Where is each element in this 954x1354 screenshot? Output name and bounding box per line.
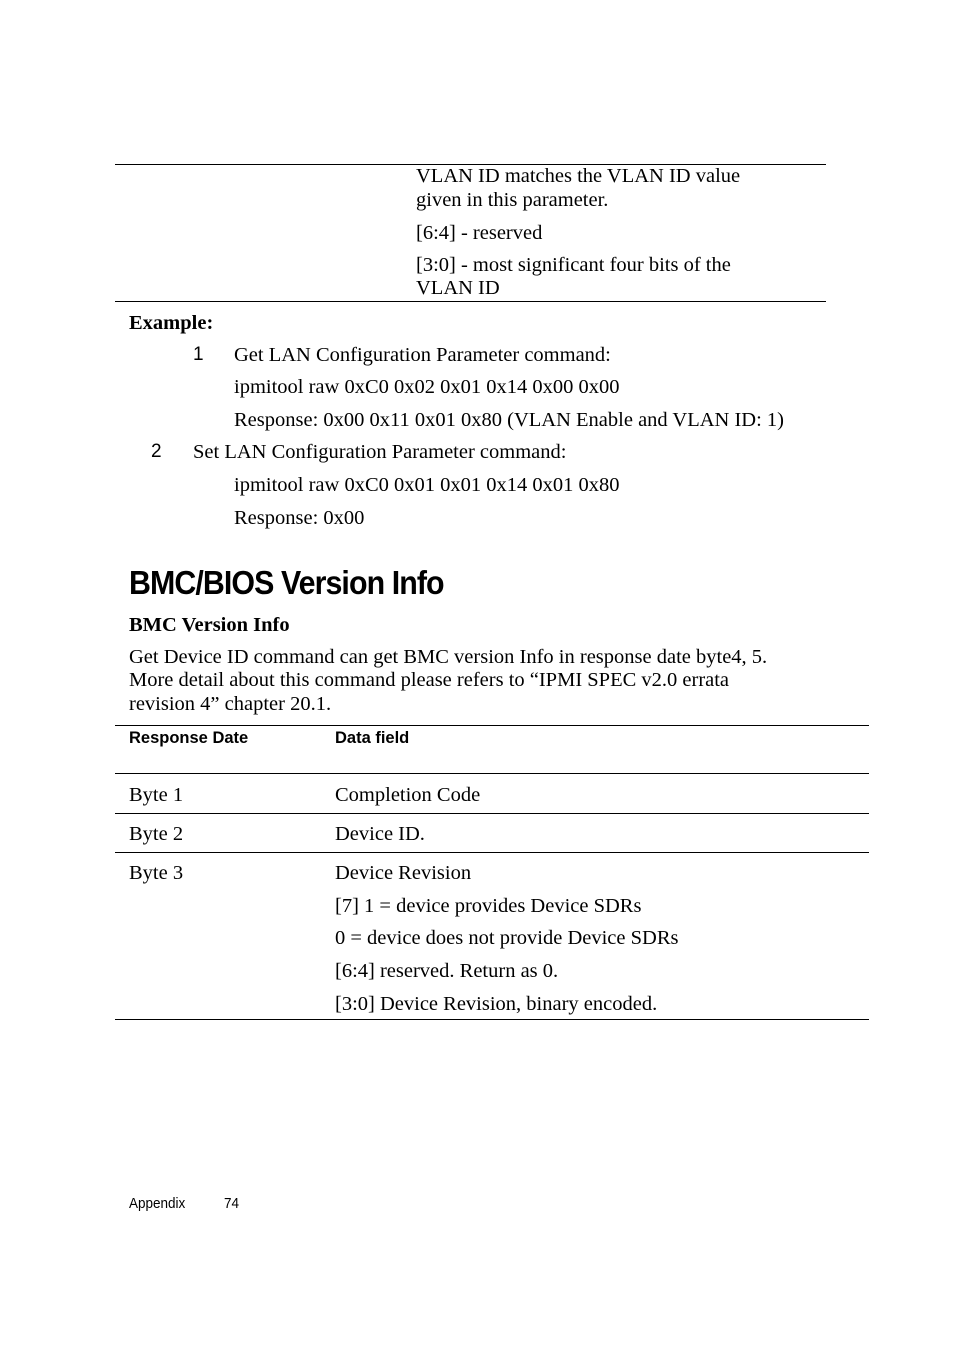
example-item-text: Set LAN Configuration Parameter command: [193,441,567,463]
row-data: Device Revision [335,862,472,884]
example-command: ipmitool raw 0xC0 0x02 0x01 0x14 0x00 0x00 [234,376,620,398]
top-table-line: given in this parameter. [416,189,609,211]
top-table-line: [3:0] - most significant four bits of the [416,254,731,276]
response-table-header-rule [115,773,869,774]
response-table-top-rule [115,725,869,726]
row-data: Device ID. [335,823,425,845]
response-table-bottom-rule [115,1019,869,1020]
table-header-response-date: Response Date [129,729,249,747]
top-table-bottom-rule [115,301,826,302]
row-data: [7] 1 = device provides Device SDRs [335,895,642,917]
row-data: [3:0] Device Revision, binary encoded. [335,993,658,1015]
example-label: Example: [129,312,214,334]
table-header-data-field: Data field [335,729,410,747]
row-data: Completion Code [335,784,481,806]
row-data: 0 = device does not provide Device SDRs [335,927,679,949]
example-response: Response: 0x00 0x11 0x01 0x80 (VLAN Enable and VLAN ID: 1) [234,409,785,431]
row-data: [6:4] reserved. Return as 0. [335,960,559,982]
row-byte: Byte 2 [129,823,184,845]
section-subheading: BMC Version Info [129,614,290,636]
example-item-text: Get LAN Configuration Parameter command: [234,344,611,366]
paragraph-line: revision 4” chapter 20.1. [129,693,332,715]
paragraph-line: More detail about this command please refers to “IPMI SPEC v2.0 errata [129,669,730,691]
footer-page-number: 74 [224,1195,240,1212]
row-byte: Byte 1 [129,784,184,806]
top-table-line: VLAN ID [416,277,500,299]
example-command: ipmitool raw 0xC0 0x01 0x01 0x14 0x01 0x80 [234,474,620,496]
section-heading: BMC/BIOS Version Info [129,564,444,601]
row-byte: Byte 3 [129,862,184,884]
top-table-line: VLAN ID matches the VLAN ID value [416,165,741,187]
row-divider [115,852,869,853]
footer-section: Appendix [129,1195,186,1212]
example-item-number: 1 [193,344,204,365]
example-item-number: 2 [151,441,162,462]
paragraph-line: Get Device ID command can get BMC version Info in response date byte4, 5. [129,646,768,668]
example-response: Response: 0x00 [234,507,365,529]
row-divider [115,813,869,814]
top-table-line: [6:4] - reserved [416,222,543,244]
